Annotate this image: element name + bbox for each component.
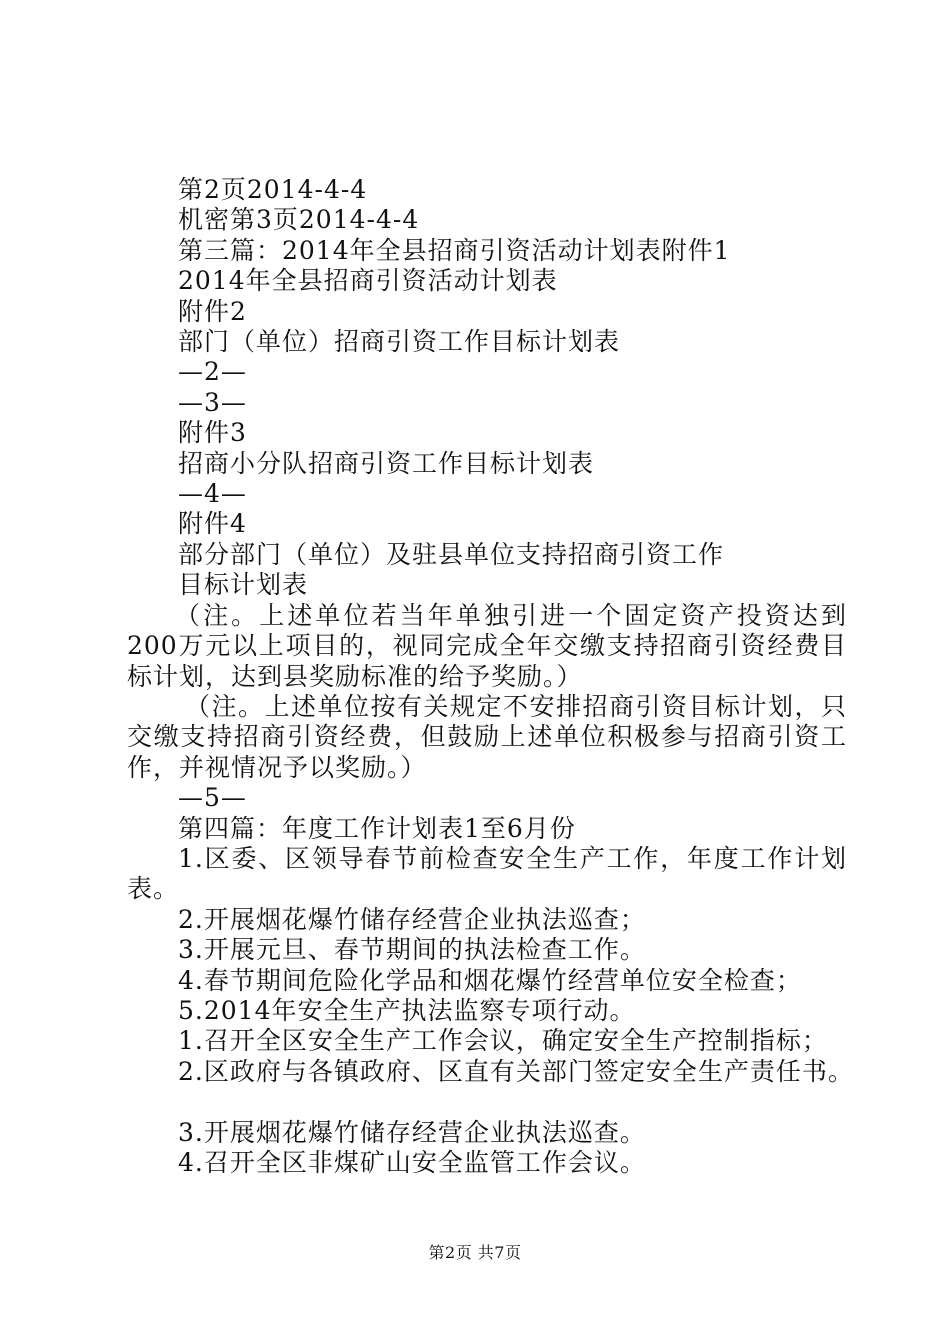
list-item: 4.召开全区非煤矿山安全监管工作会议。 [178,1147,646,1177]
page-marker: —4— [178,479,247,509]
list-item: 3.开展烟花爆竹储存经营企业执法巡查。 [178,1117,646,1147]
list-item: 2.区政府与各镇政府、区直有关部门签定安全生产责任书。 [178,1056,854,1086]
note-paragraph: （注。上述单位按有关规定不安排招商引资目标计划，只交缴支持招商引资经费，但鼓励上述单位积极参与招商引资工作，并视情况予以奖励。） [127,691,847,782]
list-item: 2.开展烟花爆竹储存经营企业执法巡查； [178,904,646,934]
text-line: 部门（单位）招商引资工作目标计划表 [178,327,621,357]
list-item: 1.召开全区安全生产工作会议，确定安全生产控制指标； [178,1026,828,1056]
section3-title: 第三篇：2014年全县招商引资活动计划表附件1 [178,235,731,265]
text-line: 目标计划表 [178,570,309,600]
attachment-label: 附件3 [178,418,247,448]
note-paragraph: （注。上述单位若当年单独引进一个固定资产投资达到200万元以上项目的，视同完成全年交缴支持招商引资经费目标计划，达到县奖励标准的给予奖励。） [127,600,847,691]
page-marker: —5— [178,783,247,813]
text-line: 第2页2014-4-4 [178,175,368,204]
list-item: 4.春节期间危险化学品和烟花爆竹经营单位安全检查； [178,965,802,995]
document-body [127,175,854,1178]
text-line: 招商小分队招商引资工作目标计划表 [178,448,595,478]
text-line: 2014年全县招商引资活动计划表 [178,266,558,296]
list-item: 3.开展元旦、春节期间的执法检查工作。 [178,935,646,965]
section4-title: 第四篇：年度工作计划表1至6月份 [178,813,576,843]
page-marker: —2— [178,357,247,387]
page-marker: —3— [178,387,247,417]
attachment-label: 附件2 [178,296,247,326]
blank-line [127,1087,847,1117]
page-footer: 第2页 共7页 [428,1243,522,1262]
list-item: 1.区委、区领导春节前检查安全生产工作，年度工作计划表。 [127,843,847,904]
attachment-label: 附件4 [178,509,247,539]
text-line: 部分部门（单位）及驻县单位支持招商引资工作 [178,539,725,569]
list-item: 5.2014年安全生产执法监察专项行动。 [178,995,636,1025]
text-line: 机密第3页2014-4-4 [178,205,420,235]
